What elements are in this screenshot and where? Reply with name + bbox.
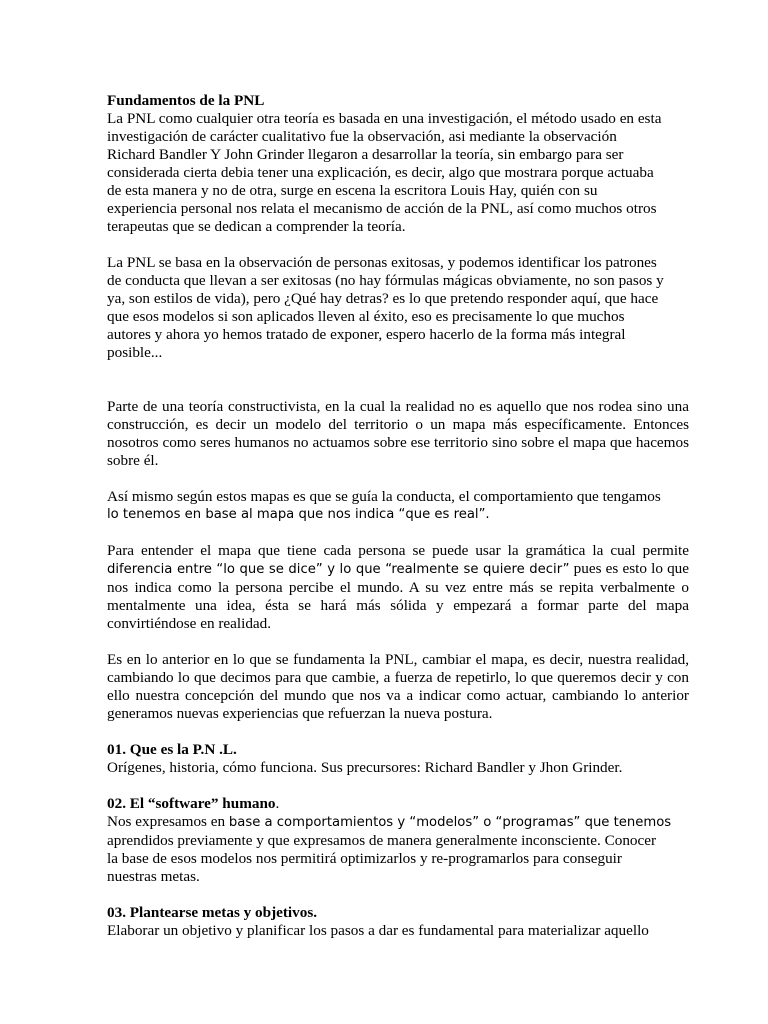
- paragraph-mapas: [107, 488, 689, 524]
- section-02-line: nuestras metas.: [107, 868, 200, 885]
- paragraph-line: que esos modelos si son aplicados lleven al éxito, eso es precisamente lo que muchos: [107, 308, 625, 325]
- intro-line: experiencia personal nos relata el mecanismo de acción de la PNL, así como muchos otros: [107, 200, 657, 217]
- section-03-title: 03. Plantearse metas y objetivos.: [107, 904, 318, 921]
- paragraph-line: La PNL se basa en la observación de personas exitosas, y podemos identificar los patrones: [107, 254, 657, 271]
- section-02-line1-a: Nos expresamos en: [107, 813, 229, 830]
- document-page: [107, 92, 689, 940]
- section-02-line: la base de esos modelos nos permitirá optimizarlos y re-programarlos para conseguir: [107, 850, 622, 867]
- section-02-title: 02. El “software” humano: [107, 795, 276, 812]
- gramatica-text-3: pues es esto lo que nos indica como la persona percibe el mundo. A su vez entre más se repita verbalmente o mentalmente una idea, ésta se hará más sólida y empezará a formar parte del mapa convirtiéndose en realidad.: [107, 560, 689, 632]
- intro-line: La PNL como cualquier otra teoría es basada en una investigación, el método usado en esta: [107, 110, 662, 127]
- section-03: [107, 904, 689, 940]
- paragraph-line: posible...: [107, 344, 163, 361]
- section-02-line: aprendidos previamente y que expresamos de manera generalmente inconsciente. Conocer: [107, 832, 657, 849]
- paragraph-line: autores y ahora yo hemos tratado de exponer, espero hacerlo de la forma más integral: [107, 326, 626, 343]
- intro-line: considerada cierta debia tener una explicación, es decir, algo que mostrara porque actuaba: [107, 164, 654, 181]
- paragraph-line: Así mismo según estos mapas es que se guía la conducta, el comportamiento que tengamos: [107, 488, 661, 505]
- intro-line: de esta manera y no de otra, surge en escena la escritora Louis Hay, quién con su: [107, 182, 598, 199]
- intro-line: terapeutas que se dedican a comprender la teoría.: [107, 218, 406, 235]
- paragraph-fundamenta: Es en lo anterior en lo que se fundamenta la PNL, cambiar el mapa, es decir, nuestra realidad, cambiando lo que decimos para que cambie, a fuerza de repetirlo, lo que queremos decir y con ello nuestra concepción del mundo que nos va a indicar como actuar, cambiando lo anterior generamos nuevas experiencias que refuerzan la nueva postura.: [107, 651, 689, 722]
- section-02: [107, 795, 689, 886]
- paragraph-constructivista: Parte de una teoría constructivista, en la cual la realidad no es aquello que nos rodea sino una construcción, es decir un modelo del territorio o un mapa más específicamente. Entonces nosotros como seres humanos no actuamos sobre ese territorio sino sobre el mapa que hacemos sobre él.: [107, 398, 689, 469]
- section-01-title: 01. Que es la P.N .L.: [107, 741, 237, 758]
- section-02-title-suffix: .: [275, 795, 280, 812]
- paragraph-line: ya, son estilos de vida), pero ¿Qué hay detras? es lo que pretendo responder aquí, que hace: [107, 290, 659, 307]
- paragraph-line-sans: lo tenemos en base al mapa que nos indica “que es real”.: [107, 507, 490, 522]
- section-01: [107, 741, 689, 777]
- intro-line: Richard Bandler Y John Grinder llegaron a desarrollar la teoría, sin embargo para ser: [107, 146, 624, 163]
- paragraph-gramatica: [107, 542, 689, 633]
- gramatica-text-sans: diferencia entre “lo que se dice” y lo que “realmente se quiere decir”: [107, 562, 570, 577]
- intro-paragraph: [107, 92, 689, 236]
- gramatica-text-1: Para entender el mapa que tiene cada persona se puede usar la gramática la cual permite: [107, 542, 689, 559]
- document-title: Fundamentos de la PNL: [107, 92, 265, 109]
- paragraph-exitosas: [107, 254, 689, 362]
- paragraph-line: de conducta que llevan a ser exitosas (no hay fórmulas mágicas obviamente, no son pasos y: [107, 272, 664, 289]
- section-02-line1-sans: base a comportamientos y “modelos” o “programas” que tenemos: [228, 815, 672, 830]
- section-01-text: Orígenes, historia, cómo funciona. Sus precursores: Richard Bandler y Jhon Grinder.: [107, 759, 623, 776]
- intro-line: investigación de carácter cualitativo fue la observación, asi mediante la observación: [107, 128, 617, 145]
- section-03-text: Elaborar un objetivo y planificar los pasos a dar es fundamental para materializar aquello: [107, 922, 649, 939]
